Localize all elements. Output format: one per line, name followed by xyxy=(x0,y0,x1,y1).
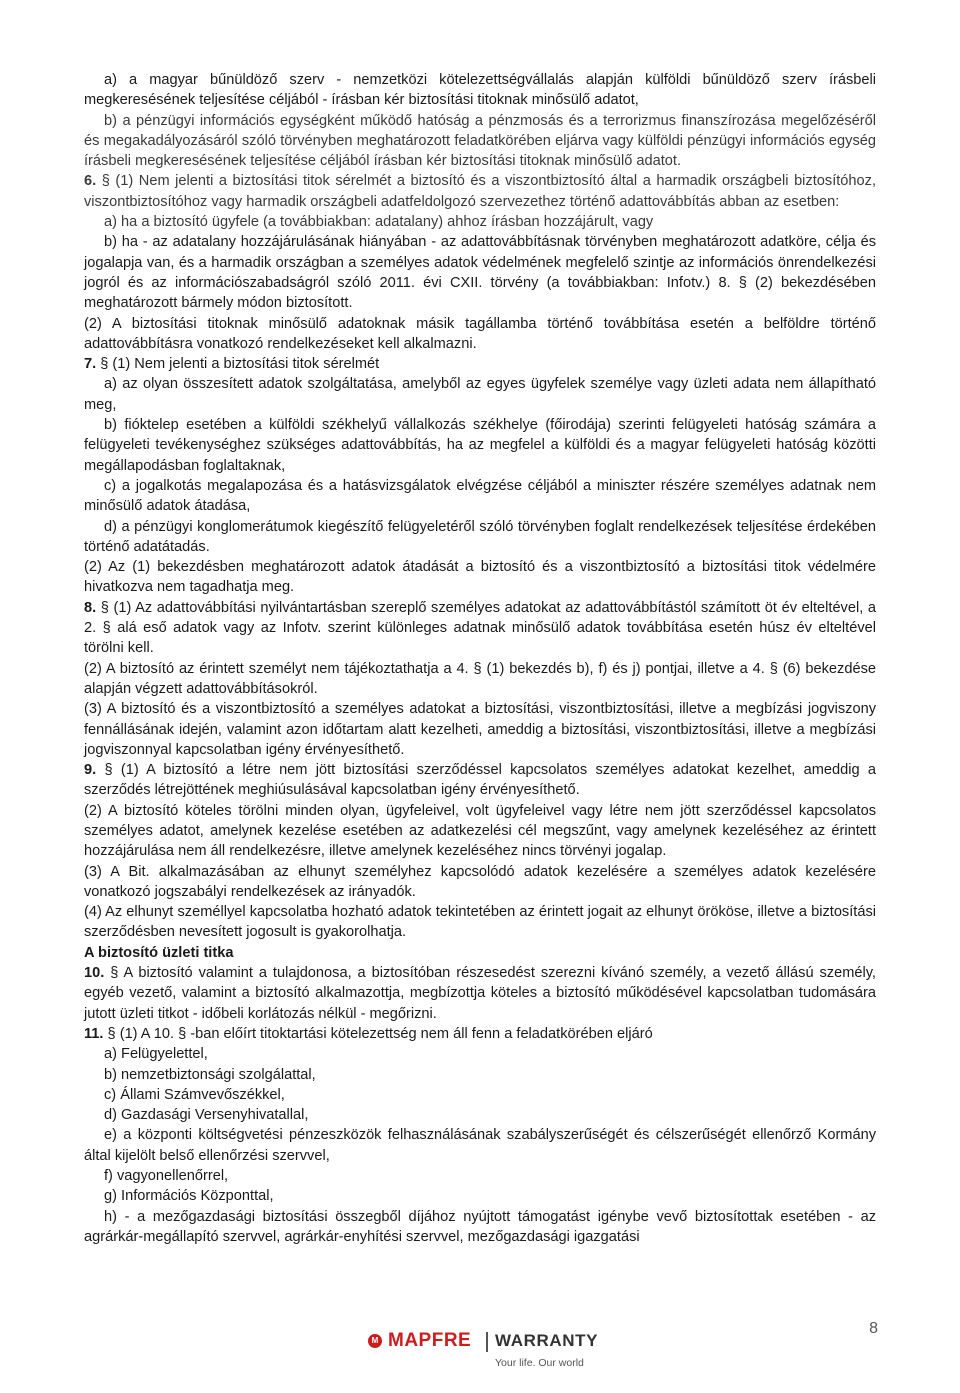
paragraph-text: b) nemzetbiztonsági szolgálattal, xyxy=(104,1066,316,1083)
paragraph-text: § (1) Nem jelenti a biztosítási titok sérelmét xyxy=(96,356,380,373)
paragraph xyxy=(84,476,876,517)
paragraph-text: a) a magyar bűnüldöző szerv - nemzetközi kötelezettségvállalás alapján külföldi bűnüldöző szerv írásbeli megkeresésének teljesítése céljából - írásban kér biztosítási titoknak minősülő adatot, xyxy=(84,72,876,109)
paragraph xyxy=(84,801,876,862)
section-number: 6. xyxy=(84,173,97,190)
document-body xyxy=(84,70,876,1247)
mapfre-warranty-logo xyxy=(368,1330,598,1382)
paragraph-text: c) a jogalkotás megalapozása és a hatásvizsgálatok elvégzése céljából a miniszter részére személyes adatnak nem minősülő adatok átadása, xyxy=(84,477,876,515)
paragraph-text: § (1) A 10. § -ban előírt titoktartási kötelezettség nem áll fenn a feladatkörében eljáró xyxy=(103,1025,653,1042)
paragraph xyxy=(84,598,876,659)
paragraph xyxy=(84,212,876,232)
paragraph-text: a) Felügyelettel, xyxy=(104,1046,208,1063)
paragraph xyxy=(84,1166,876,1186)
paragraph xyxy=(84,557,876,598)
paragraph-text: (3) A Bit. alkalmazásában az elhunyt személyhez kapcsolódó adatok kezelésére a személyes adatok kezelésére vonatkozó jogszabályi rendelkezések az irányadók. xyxy=(84,863,876,900)
paragraph xyxy=(84,111,876,172)
paragraph xyxy=(84,1125,876,1166)
paragraph-text: f) vagyonellenőrrel, xyxy=(104,1168,229,1185)
paragraph-text: § (1) A biztosító a létre nem jött biztosítási szerződéssel kapcsolatos személyes adatokat kezelhet, ameddig a szerződés létrejöttének meghiúsulásával kapcsolatban igény érvényesíthető. xyxy=(84,762,876,799)
section-number: 10. xyxy=(84,965,105,982)
logo-tagline: Your life. Our world xyxy=(495,1357,584,1369)
paragraph-text: (2) A biztosító az érintett személyt nem tájékoztathatja a 4. § (1) bekezdés b), f) és j) pontjai, illetve a 4. § (6) bekezdése alapján végzett adattovábbításokról. xyxy=(84,660,876,697)
paragraph xyxy=(84,1186,876,1206)
paragraph xyxy=(84,699,876,760)
paragraph xyxy=(84,1065,876,1085)
logo-product: WARRANTY xyxy=(495,1331,599,1350)
paragraph-text: d) Gazdasági Versenyhivatallal, xyxy=(104,1107,309,1124)
paragraph-text: (4) Az elhunyt személlyel kapcsolatba hozható adatok tekintetében az érintett jogait az elhunyt örököse, illetve a biztosítási szerződésben nevesített jogosult is gyakorolhatja. xyxy=(84,904,876,941)
paragraph-text: (3) A biztosító és a viszontbiztosító a személyes adatokat a biztosítási, viszontbiztosítási, illetve a megbízási jogviszony fennállásának idején, valamint azon időtartam alatt kezelheti, ameddig a biztosítási, viszontbiztosítási, illetve a megbízási jogviszonnyal kapcsolatban igény érvényesíthető. xyxy=(84,701,876,758)
paragraph-text: § A biztosító valamint a tulajdonosa, a biztosítóban részesedést szerezni kívánó személy, a vezető állású személy, egyéb vezető, valamint a biztosító alkalmazottja, megbízottja köteles a biztosító működésével kapcsolatban tudomására jutott üzleti titkot - időbeli korlátozás nélkül - megőrizni. xyxy=(84,965,876,1022)
paragraph-text: a) ha a biztosító ügyfele (a továbbiakban: adatalany) ahhoz írásban hozzájárult, vagy xyxy=(104,214,654,231)
paragraph xyxy=(84,1044,876,1064)
logo-brand: MAPFRE xyxy=(388,1330,472,1351)
paragraph-text: A biztosító üzleti titka xyxy=(84,944,234,961)
paragraph xyxy=(84,659,876,700)
paragraph xyxy=(84,1207,876,1248)
section-number: 9. xyxy=(84,762,97,779)
section-number: 7. xyxy=(84,356,97,373)
paragraph-text: § (1) Nem jelenti a biztosítási titok sérelmét a biztosító és a viszontbiztosító által a harmadik országbeli biztosítóhoz, viszontbiztosítóhoz vagy harmadik országbeli adatfeldolgozó szervezethez történő adattovábbítás abban az esetben: xyxy=(84,173,876,210)
paragraph xyxy=(84,1085,876,1105)
section-heading xyxy=(84,943,876,963)
section-number: 8. xyxy=(84,599,97,616)
paragraph xyxy=(84,517,876,558)
paragraph xyxy=(84,70,876,111)
paragraph-text: (2) Az (1) bekezdésben meghatározott adatok átadását a biztosító és a viszontbiztosító a biztosítási titok védelmére hivatkozva nem tagadhatja meg. xyxy=(84,559,876,596)
paragraph xyxy=(84,232,876,313)
mapfre-circle-icon: M xyxy=(368,1334,382,1348)
paragraph xyxy=(84,760,876,801)
paragraph-text: b) fióktelep esetében a külföldi székhelyű vállalkozás székhelye (főirodája) szerinti felügyeleti hatóság számára a felügyeleti tevékenységhez szükséges adattovábbítás, ha az megfelel a külföldi és a magyar felügyeleti hatóság közötti megállapodásban foglaltaknak, xyxy=(84,417,876,474)
paragraph xyxy=(84,354,876,374)
page-footer xyxy=(0,1320,960,1393)
paragraph xyxy=(84,374,876,415)
paragraph xyxy=(84,963,876,1024)
page-number: 8 xyxy=(869,1320,878,1337)
paragraph-text: (2) A biztosító köteles törölni minden olyan, ügyfeleivel, volt ügyfeleivel vagy létre nem jött szerződéssel kapcsolatos személyes adatot, amelynek kezelése esetében az adatkezelési cél megszűnt, vagy amelynek kezeléséhez az érintett hozzájárulása nem áll rendelkezésre, illetve amelynek kezeléséhez nincs törvényi jogalap. xyxy=(84,802,876,860)
paragraph xyxy=(84,171,876,212)
paragraph-text: e) a központi költségvetési pénzeszközök felhasználásának szabályszerűségét és célszerűségét ellenőrző Kormány által kijelölt belső ellenőrzési szervvel, xyxy=(84,1127,876,1164)
paragraph xyxy=(84,1024,876,1044)
paragraph-text: c) Állami Számvevőszékkel, xyxy=(104,1086,285,1103)
paragraph-text: (2) A biztosítási titoknak minősülő adatoknak másik tagállamba történő továbbítása esetén a belföldre történő adattovábbításra vonatkozó rendelkezéseket kell alkalmazni. xyxy=(84,315,876,352)
paragraph-text: b) ha - az adatalany hozzájárulásának hiányában - az adattovábbításnak törvényben meghatározott adatköre, célja és jogalapja van, és a harmadik országban a személyes adatok védelmének megfelelő szintje az információs önrendelkezési jogról és az információszabadságról szóló 2011. évi CXII. törvény (a továbbiakban: Infotv.) 8. § (2) bekezdésében meghatározott bármely módon biztosított. xyxy=(84,234,876,312)
paragraph-text: g) Információs Központtal, xyxy=(104,1188,274,1205)
paragraph-text: § (1) Az adattovábbítási nyilvántartásban szereplő személyes adatokat az adattovábbítástól számított öt év elteltével, a 2. § alá eső adatok vagy az Infotv. szerint különleges adatnak minősülő adatok továbbítása esetén húsz év elteltével törölni kell. xyxy=(84,599,876,657)
paragraph xyxy=(84,902,876,943)
paragraph-text: d) a pénzügyi konglomerátumok kiegészítő felügyeletéről szóló törvényben foglalt rendelkezések teljesítése érdekében történő adatátadás. xyxy=(84,518,876,555)
paragraph xyxy=(84,862,876,903)
paragraph xyxy=(84,1105,876,1125)
paragraph-text: a) az olyan összesített adatok szolgáltatása, amelyből az egyes ügyfelek személye vagy üzleti adata nem állapítható meg, xyxy=(84,376,876,413)
section-number: 11. xyxy=(84,1025,104,1042)
paragraph xyxy=(84,314,876,355)
paragraph-text: b) a pénzügyi információs egységként működő hatóság a pénzmosás és a terrorizmus finanszírozása megelőzéséről és megakadályozásáról szóló törvényben meghatározott feladatkörében eljárva vagy külföldi pénzügyi információs egység írásbeli megkeresésének teljesítése céljából írásban kér biztosítási titoknak minősülő adatot. xyxy=(84,112,876,170)
paragraph-text: h) - a mezőgazdasági biztosítási összegből díjához nyújtott támogatást igénybe vevő biztosítottak esetében - az agrárkár-megállapító szervvel, agrárkár-enyhítési szervvel, mezőgazdasági igazgatási xyxy=(84,1208,876,1245)
logo-divider xyxy=(486,1332,488,1352)
paragraph xyxy=(84,415,876,476)
